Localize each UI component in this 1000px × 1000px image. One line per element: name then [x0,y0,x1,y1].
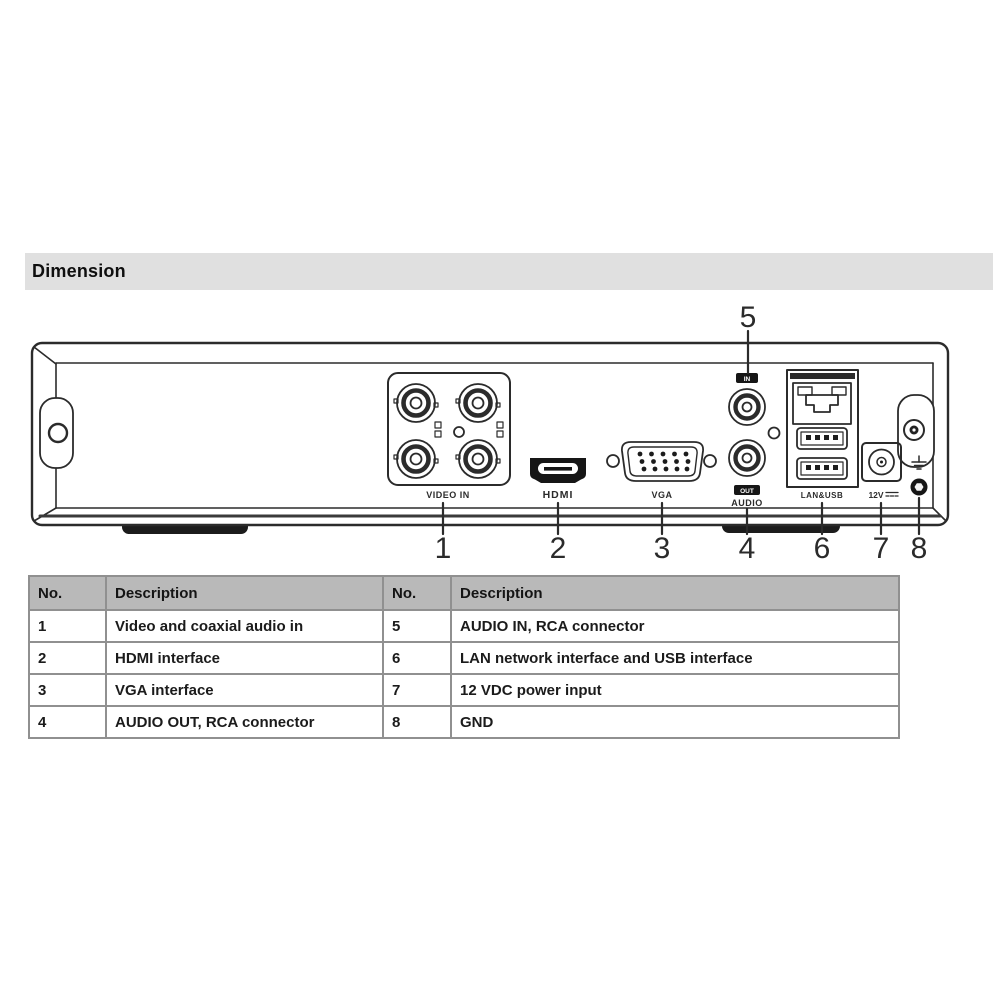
legend-table [28,575,900,739]
section-heading: Dimension [32,261,126,281]
cell-no: 4 [29,706,106,738]
table-row [29,706,899,738]
cell-description: Video and coaxial audio in [106,610,383,642]
callout-number-5: 5 [739,301,757,334]
table-header-row [29,576,899,610]
callout-number-8: 8 [910,532,928,565]
header-description-right: Description [451,576,899,610]
cell-no: 3 [29,674,106,706]
hdmi-label: HDMI [542,489,574,501]
lan-usb-label: LAN&USB [800,491,844,500]
table-row [29,674,899,706]
table-row [29,642,899,674]
callout-number-6: 6 [813,532,831,565]
cell-no: 1 [29,610,106,642]
rear-panel-diagram [0,295,1000,570]
cell-description: 12 VDC power input [451,674,899,706]
cell-no: 7 [383,674,451,706]
cell-description: HDMI interface [106,642,383,674]
callout-number-3: 3 [653,532,671,565]
section-heading-bar [25,253,993,290]
mounting-ear-left [40,398,73,468]
cell-no: 2 [29,642,106,674]
callout-number-1: 1 [434,532,452,565]
power-label: 12V [868,490,884,500]
cell-no: 6 [383,642,451,674]
cell-description: GND [451,706,899,738]
screw-hole-left [49,424,67,442]
audio-out-badge: OUT [740,488,754,495]
table-row [29,610,899,642]
header-description-left: Description [106,576,383,610]
cell-description: LAN network interface and USB interface [451,642,899,674]
callout-number-4: 4 [738,532,756,565]
header-no-left: No. [29,576,106,610]
cell-no: 8 [383,706,451,738]
vga-label: VGA [651,490,673,500]
audio-in-badge: IN [743,376,751,383]
header-no-right: No. [383,576,451,610]
audio-label: AUDIO [731,498,763,508]
cell-description: AUDIO IN, RCA connector [451,610,899,642]
callout-number-7: 7 [872,532,890,565]
cell-description: VGA interface [106,674,383,706]
mounting-ear-right [898,395,934,467]
cell-description: AUDIO OUT, RCA connector [106,706,383,738]
cell-no: 5 [383,610,451,642]
video-in-label: VIDEO IN [426,490,470,500]
callout-number-2: 2 [549,532,567,565]
